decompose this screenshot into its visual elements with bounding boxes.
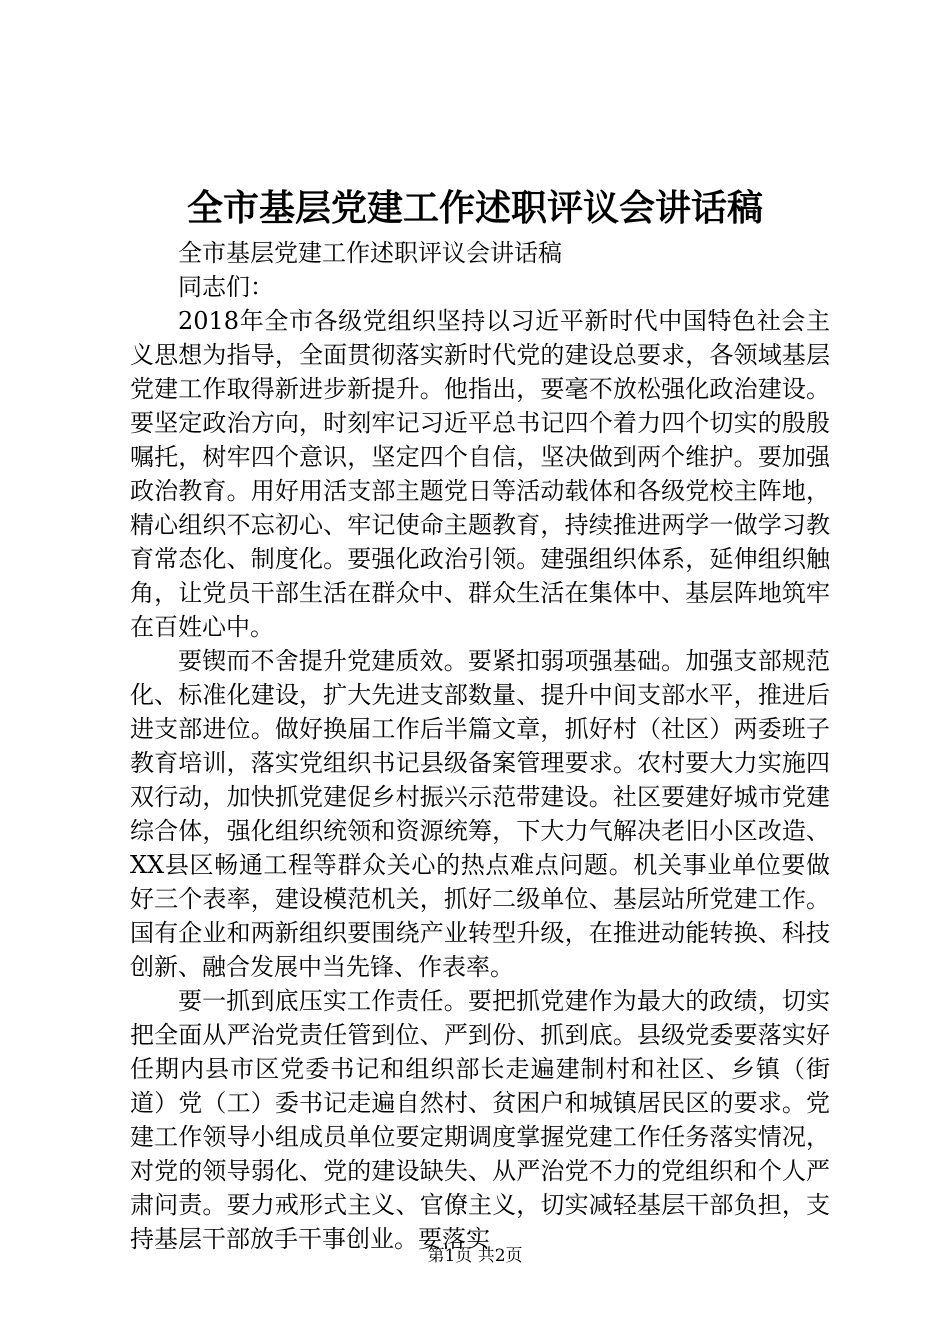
page-footer: 第1页 共2页 <box>427 1246 523 1266</box>
subtitle-line: 全市基层党建工作述职评议会讲话稿 <box>178 239 562 267</box>
salutation-line: 同志们： <box>178 273 274 301</box>
document-body <box>130 236 830 1256</box>
body-paragraph-2: 要锲而不舍提升党建质效。要紧扣弱项强基础。加强支部规范化、标准化建设，扩大先进支部数量、提升中间支部水平，推进后进支部进位。做好换届工作后半篇文章，抓好村（社区）两委班子教育培训，落实党组织书记县级备案管理要求。农村要大力实施四双行动，加快抓党建促乡村振兴示范带建设。社区要建好城市党建综合体，强化组织统领和资源统筹，下大力气解决老旧小区改造、XX县区畅通工程等群众关心的热点难点问题。机关事业单位要做好三个表率，建设模范机关，抓好二级单位、基层站所党建工作。国有企业和两新组织要围绕产业转型升级，在推进动能转换、科技创新、融合发展中当先锋、作表率。 <box>130 647 830 981</box>
page-title: 全市基层党建工作述职评议会讲话稿 <box>186 187 763 229</box>
body-paragraph-3: 要一抓到底压实工作责任。要把抓党建作为最大的政绩，切实把全面从严治党责任管到位、严到份、抓到底。县级党委要落实好任期内县市区党委书记和组织部长走遍建制村和社区、乡镇（街道）党（工）委书记走遍自然村、贫困户和城镇居民区的要求。党建工作领导小组成员单位要定期调度掌握党建工作任务落实情况，对党的领导弱化、党的建设缺失、从严治党不力的党组织和个人严肃问责。要力戒形式主义、官僚主义，切实减轻基层干部负担，支持基层干部放手干事创业。要落实 <box>130 987 830 1253</box>
body-paragraph-1: 2018年全市各级党组织坚持以习近平新时代中国特色社会主义思想为指导，全面贯彻落实新时代党的建设总要求，各领域基层党建工作取得新进步新提升。他指出，要毫不放松强化政治建设。要坚定政治方向，时刻牢记习近平总书记四个着力四个切实的殷殷嘱托，树牢四个意识，坚定四个自信，坚决做到两个维护。要加强政治教育。用好用活支部主题党日等活动载体和各级党校主阵地，精心组织不忘初心、牢记使命主题教育，持续推进两学一做学习教育常态化、制度化。要强化政治引领。建强组织体系，延伸组织触角，让党员干部生活在群众中、群众生活在集体中、基层阵地筑牢在百姓心中。 <box>130 307 830 641</box>
